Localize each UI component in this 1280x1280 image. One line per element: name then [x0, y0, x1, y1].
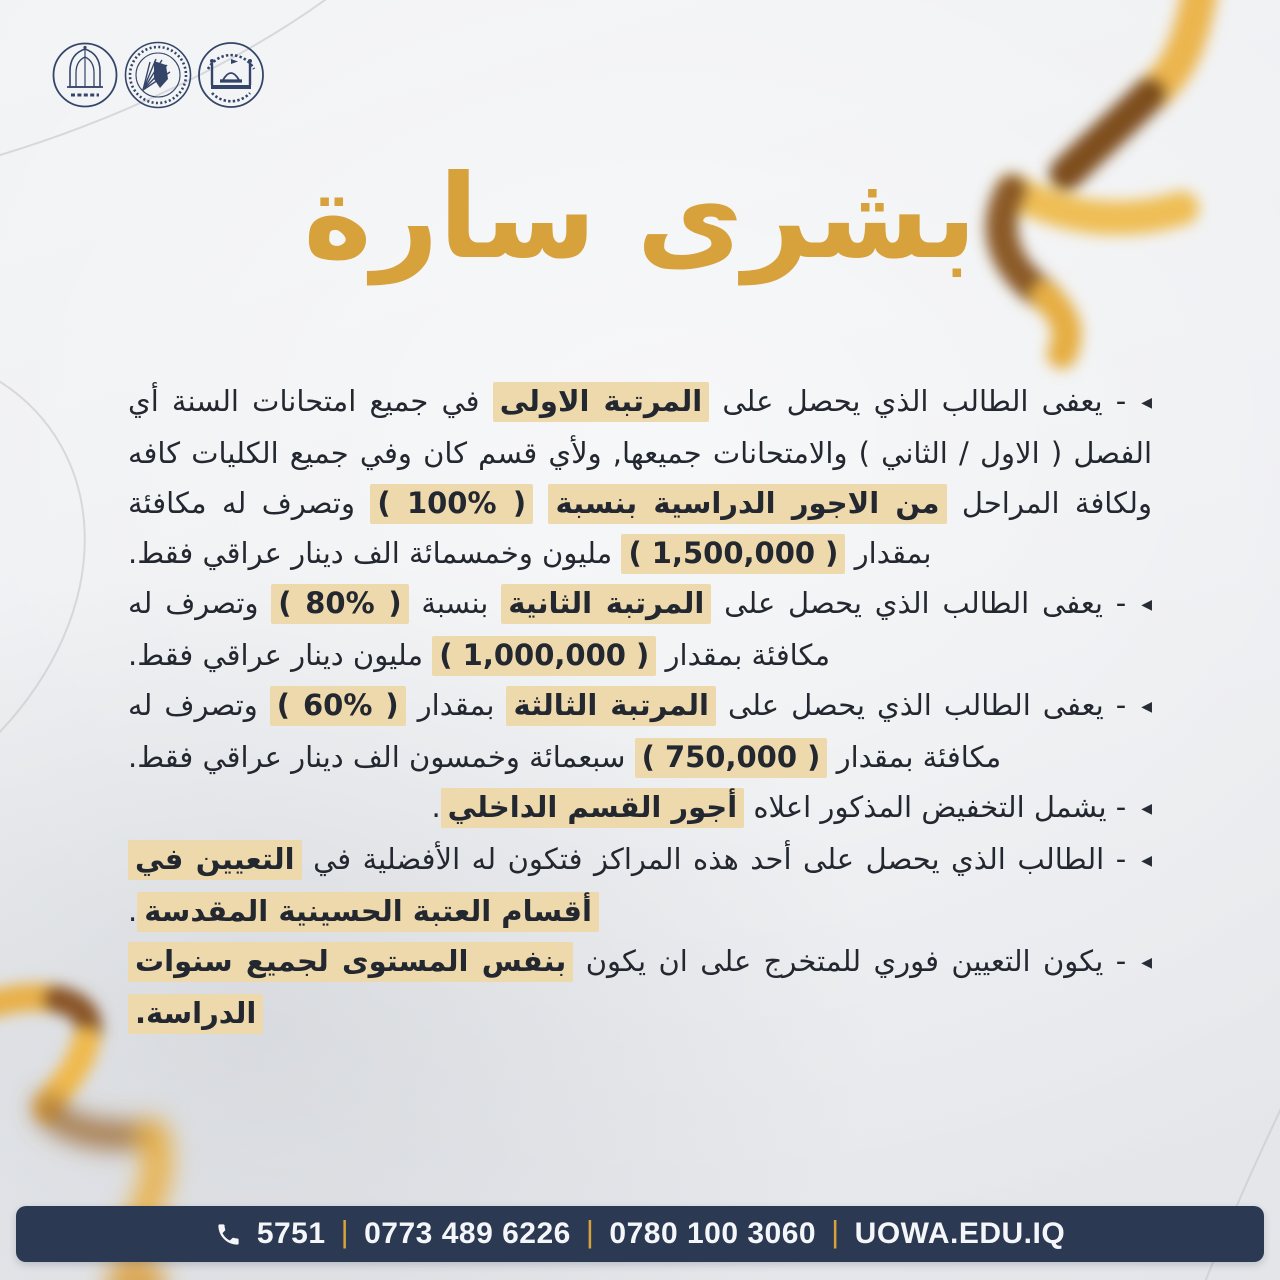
bullet-text: . — [431, 790, 441, 824]
logo-row — [50, 40, 266, 110]
bullet-text: - الطالب الذي يحصل على أحد هذه المراكز فتكون له الأفضلية في — [301, 842, 1127, 876]
bullet-item — [128, 376, 1152, 578]
warith-university-logo — [50, 40, 120, 110]
contact-website: UOWA.EDU.IQ — [854, 1217, 1066, 1250]
separator: | — [831, 1214, 840, 1249]
bullet-item — [128, 782, 1152, 834]
bullet-arrow-icon: ◀ — [1141, 853, 1152, 869]
bullet-arrow-icon: ◀ — [1141, 395, 1152, 411]
bullet-text: وتصرف له مكافئة بمقدار — [128, 688, 1002, 774]
highlighted-phrase: ( %100 ) — [370, 484, 533, 524]
phone-icon — [215, 1221, 242, 1248]
highlighted-phrase: ( 750,000 ) — [635, 738, 828, 778]
bullet-arrow-icon: ◀ — [1141, 597, 1152, 613]
contact-phone-2: 0780 100 3060 — [609, 1217, 817, 1250]
contact-bar — [16, 1206, 1264, 1262]
bullet-item — [128, 834, 1152, 936]
bullet-arrow-icon: ◀ — [1141, 801, 1152, 817]
bullet-text — [533, 486, 548, 520]
bullet-text: مليون وخمسمائة الف دينار عراقي فقط. — [128, 536, 622, 570]
bullet-text: بمقدار — [405, 688, 507, 722]
bullet-text: - يعفى الطالب الذي يحصل على — [715, 688, 1127, 722]
highlighted-phrase: بنفس المستوى لجميع سنوات الدراسة. — [128, 942, 573, 1034]
bullet-text: في جميع امتحانات السنة أي الفصل ( الاول / الثاني ) والامتحانات جميعها, ولأي قسم كان وفي جميع الكليات كافه ولكافة المراحل — [128, 384, 1152, 520]
bullet-text: - يعفى الطالب الذي يحصل على — [711, 586, 1127, 620]
highlighted-phrase: أجور القسم الداخلي — [441, 788, 744, 828]
highlighted-phrase: ( 1,500,000 ) — [621, 534, 845, 574]
highlighted-phrase: التعيين في أقسام العتبة الحسينية المقدسة — [128, 840, 599, 932]
highlighted-phrase: ( 1,000,000 ) — [432, 636, 656, 676]
bullet-item — [128, 936, 1152, 1038]
highlighted-phrase: ( %80 ) — [271, 584, 408, 624]
bullet-arrow-icon: ◀ — [1141, 955, 1152, 971]
contact-short-number: 5751 — [256, 1217, 326, 1250]
highlighted-phrase: المرتبة الثانية — [501, 584, 711, 624]
bullet-arrow-icon: ◀ — [1141, 699, 1152, 715]
bullet-text: مليون دينار عراقي فقط. — [128, 638, 433, 672]
bullet-text: سبعمائة وخمسون الف دينار عراقي فقط. — [128, 740, 635, 774]
bullet-text: . — [128, 894, 138, 928]
separator: | — [340, 1214, 350, 1249]
bullet-text: - يعفى الطالب الذي يحصل على — [709, 384, 1127, 418]
bullet-text: - يكون التعيين فوري للمتخرج على ان يكون — [573, 944, 1127, 978]
highlighted-phrase: المرتبة الاولى — [493, 382, 709, 422]
bullet-text: - يشمل التخفيض المذكور اعلاه — [744, 790, 1127, 824]
ministry-of-higher-education-logo — [123, 40, 193, 110]
bullet-text: وتصرف له مكافئة بمقدار — [128, 486, 932, 570]
announcement-list — [128, 376, 1152, 1038]
bullet-item — [128, 680, 1152, 782]
highlighted-phrase: ( %60 ) — [270, 686, 406, 726]
bullet-text: وتصرف له مكافئة بمقدار — [128, 586, 831, 672]
holy-hussainiya-shrine-logo — [196, 40, 266, 110]
contact-phone-1: 0773 489 6226 — [364, 1217, 571, 1250]
bullet-item — [128, 578, 1152, 680]
bullet-text: بنسبة — [408, 586, 502, 620]
highlighted-phrase: المرتبة الثالثة — [506, 686, 715, 726]
separator: | — [585, 1214, 595, 1249]
highlighted-phrase: من الاجور الدراسية بنسبة — [548, 484, 946, 524]
page-title: بشرى سارة — [303, 150, 977, 285]
